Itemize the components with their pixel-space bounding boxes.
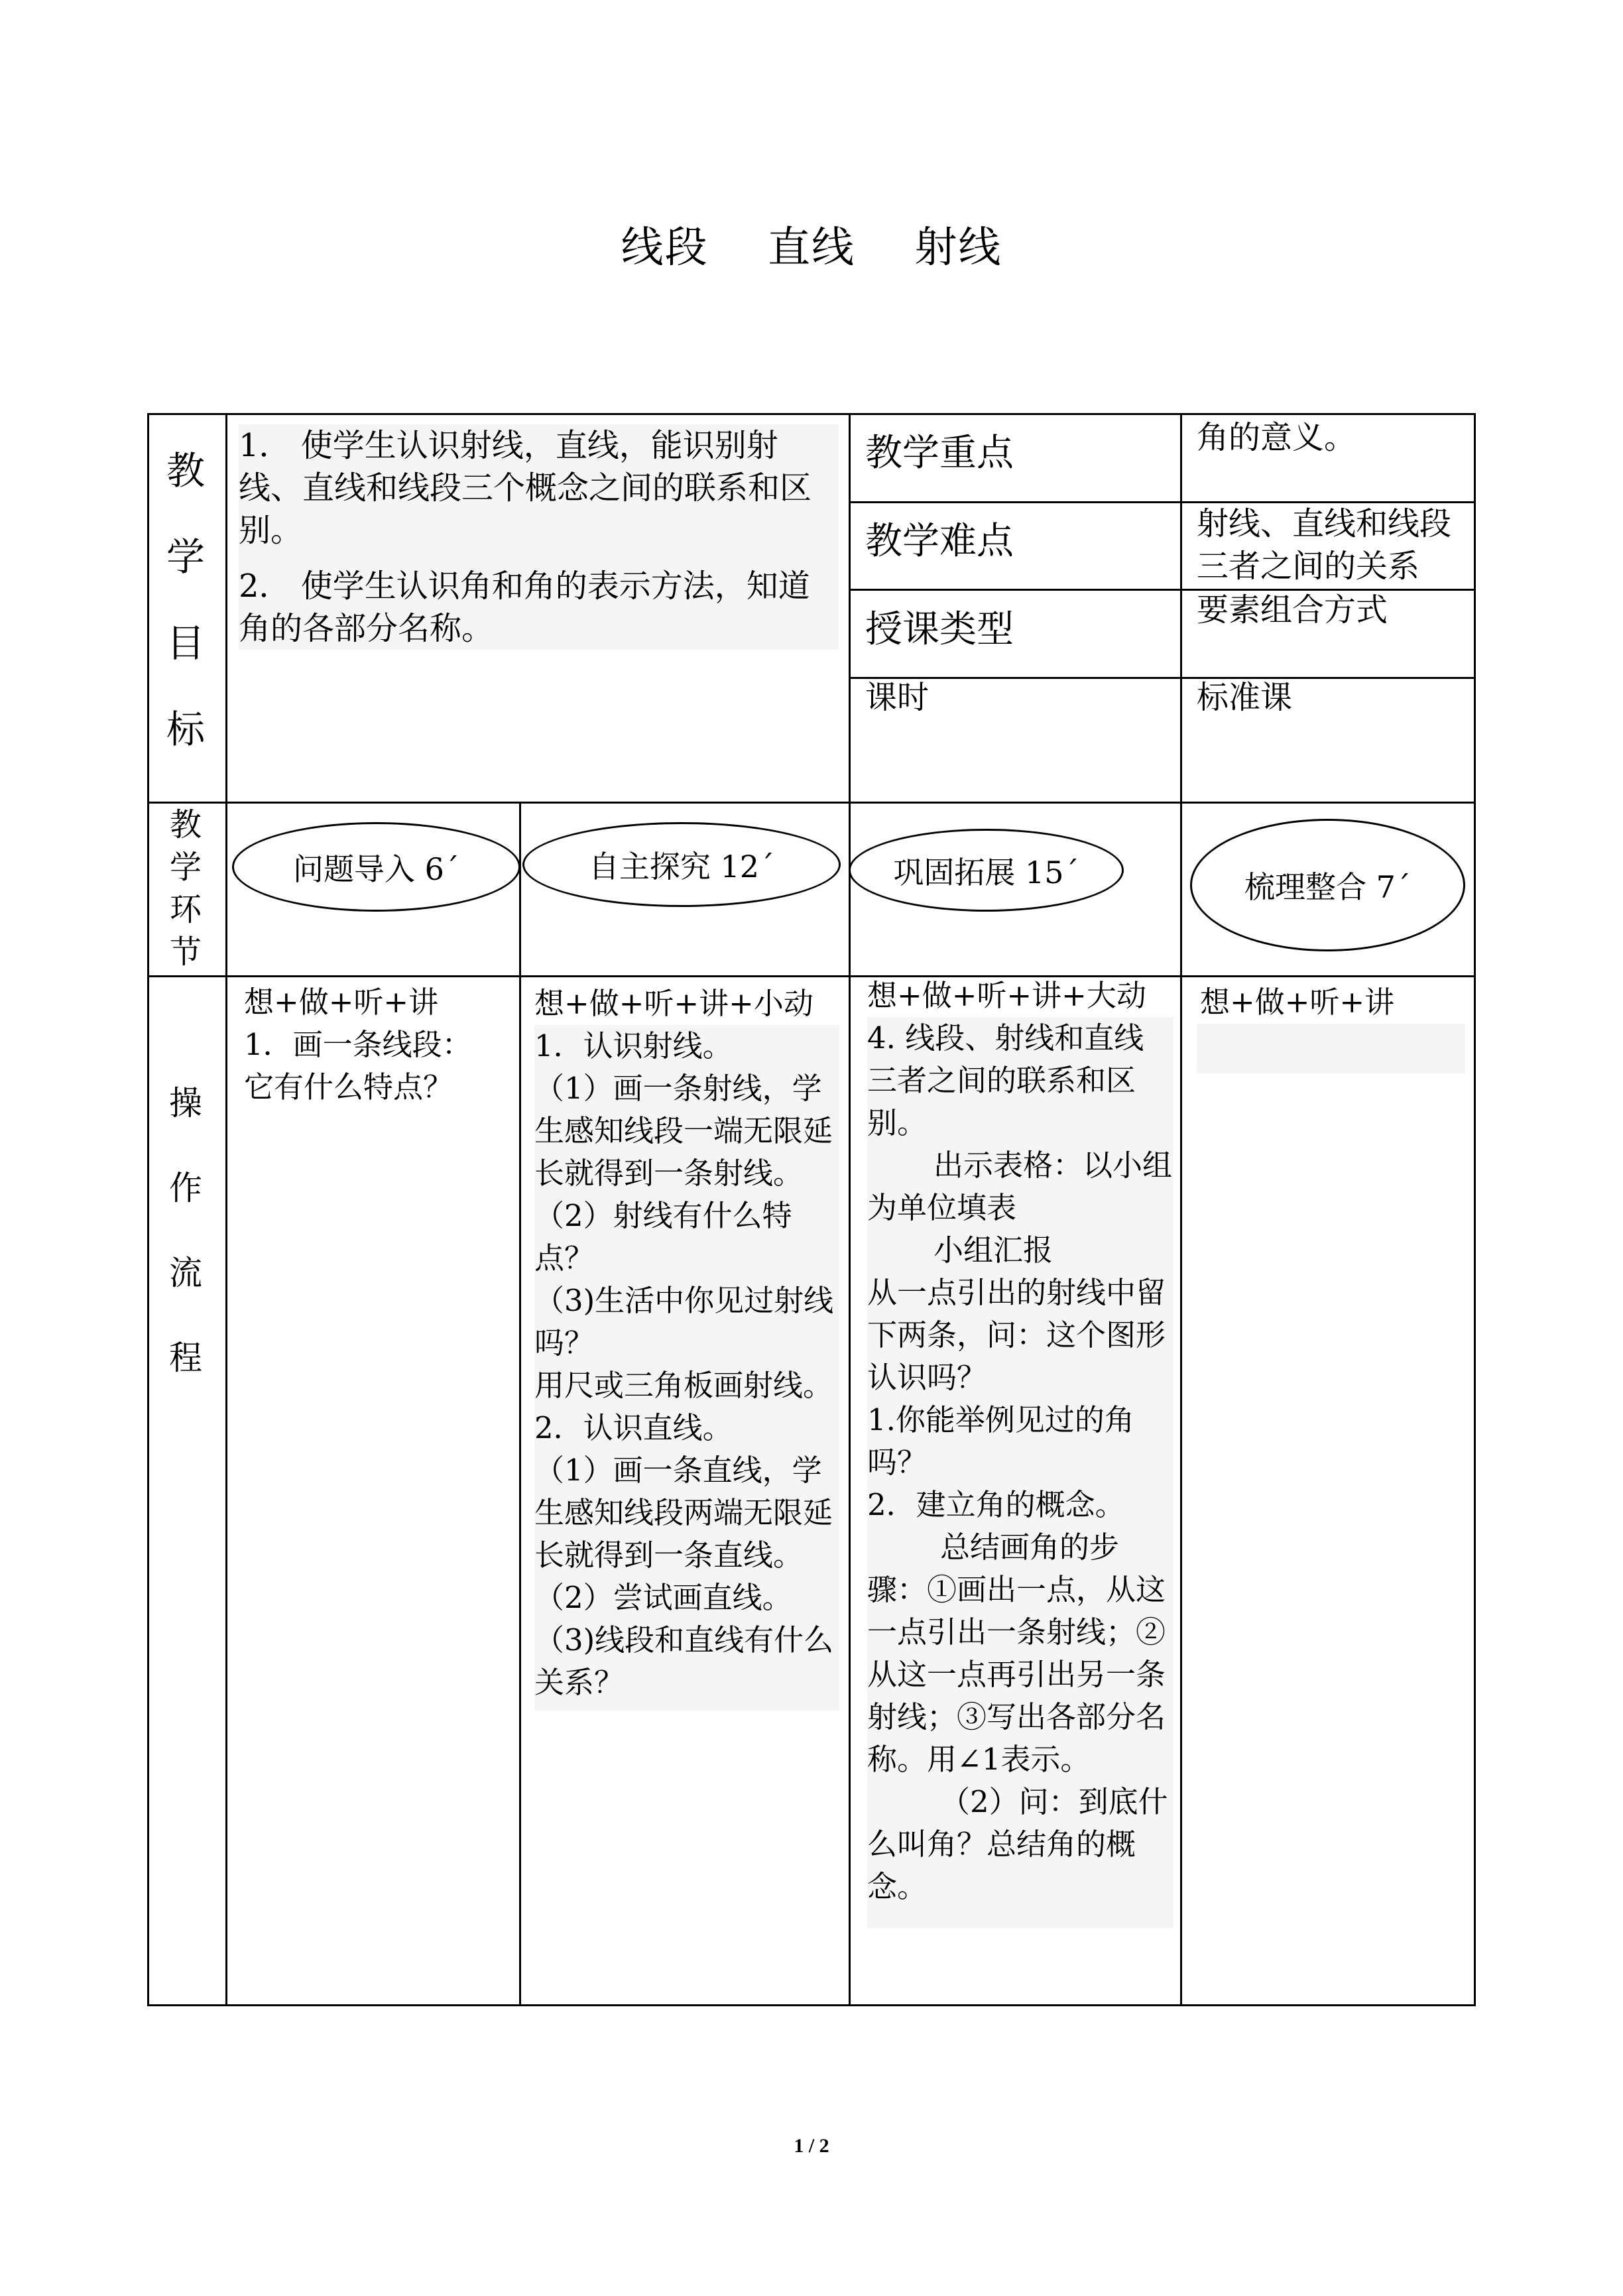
type-label: 授课类型 <box>865 608 1014 651</box>
document-title: 线段 直线 射线 <box>621 223 1002 272</box>
process-line: （2）问：到底什么叫角？总结角的概念。 <box>867 1784 1168 1904</box>
stage-oval: 问题导入 6´ <box>232 822 520 912</box>
col-divider <box>849 415 851 2006</box>
hours-value: 标准课 <box>1197 679 1293 716</box>
type-value: 要素组合方式 <box>1197 591 1388 629</box>
process-line: 它有什么特点？ <box>244 1069 453 1105</box>
process-line: 总结画角的步骤：①画出一点，从这一点引出一条射线；②从这一点再引出另一条射线；③写出各部分名称。用∠1表示。 <box>867 1530 1166 1777</box>
page-number: 1 / 2 <box>794 2135 829 2157</box>
stage-oval: 梳理整合 7´ <box>1190 819 1465 951</box>
process-label: 操 作 流 程 <box>169 1084 202 1377</box>
process-line: 从一点引出的射线中留下两条，问：这个图形认识吗？ <box>867 1275 1166 1395</box>
objectives-content <box>239 424 839 650</box>
process-line: 1．画一条线段： <box>244 1027 472 1062</box>
process-line: （2）尝试画直线。 <box>534 1580 792 1615</box>
stage-oval: 自主探究 12´ <box>522 822 841 907</box>
row-divider <box>149 802 1476 804</box>
objective-item: 2． 使学生认识角和角的表示方法，知道角的各部分名称。 <box>239 568 810 647</box>
col2-header: 想+做+听+讲+小动 <box>534 986 813 1021</box>
process-line: 1.你能举例见过的角吗？ <box>867 1402 1134 1480</box>
col4-empty-block <box>1197 1024 1465 1073</box>
objective-item: 1． 使学生认识射线，直线，能识别射线、直线和线段三个概念之间的联系和区别。 <box>239 427 812 549</box>
process-line: 1．认识射线。 <box>534 1028 733 1063</box>
focus-label: 教学重点 <box>865 432 1014 475</box>
stage-oval: 巩固拓展 15´ <box>849 829 1124 912</box>
process-line: （1）画一条射线，学生感知线段一端无限延长就得到一条射线。 <box>534 1071 833 1191</box>
col1-header: 想+做+听+讲 <box>244 985 439 1020</box>
process-line: （3)线段和直线有什么关系？ <box>534 1622 834 1700</box>
process-line: 出示表格：以小组为单位填表 <box>867 1148 1173 1225</box>
process-line: 4. 线段、射线和直线三者之间的联系和区别。 <box>867 1020 1144 1140</box>
process-line: 2．建立角的概念。 <box>867 1487 1125 1522</box>
difficulty-value: 射线、直线和线段三者之间的关系 <box>1197 505 1452 585</box>
row-divider <box>149 975 1476 977</box>
col-divider <box>519 803 521 2006</box>
process-line: 用尺或三角板画射线。 <box>534 1368 833 1403</box>
difficulty-label: 教学难点 <box>865 520 1014 563</box>
process-line: （1）画一条直线，学生感知线段两端无限延长就得到一条直线。 <box>534 1453 833 1573</box>
process-col2 <box>534 1025 839 1711</box>
process-line: 2．认识直线。 <box>534 1410 733 1445</box>
stages-label: 教 学 环 节 <box>169 806 202 971</box>
process-col1 <box>244 981 509 1109</box>
process-line: 小组汇报 <box>933 1233 1053 1268</box>
focus-value: 角的意义。 <box>1197 419 1356 456</box>
process-line: （3)生活中你见过射线吗？ <box>534 1283 834 1360</box>
objectives-label: 教 学 目 标 <box>166 448 205 752</box>
process-line: （2）射线有什么特点？ <box>534 1198 792 1276</box>
process-col3 <box>867 1017 1173 1928</box>
col3-header: 想+做+听+讲+大动 <box>867 978 1146 1013</box>
col4-header: 想+做+听+讲 <box>1200 985 1395 1020</box>
row-divider <box>849 677 1476 679</box>
hours-label: 课时 <box>865 679 930 716</box>
col-divider <box>1180 415 1182 2006</box>
col-divider <box>225 415 227 2006</box>
